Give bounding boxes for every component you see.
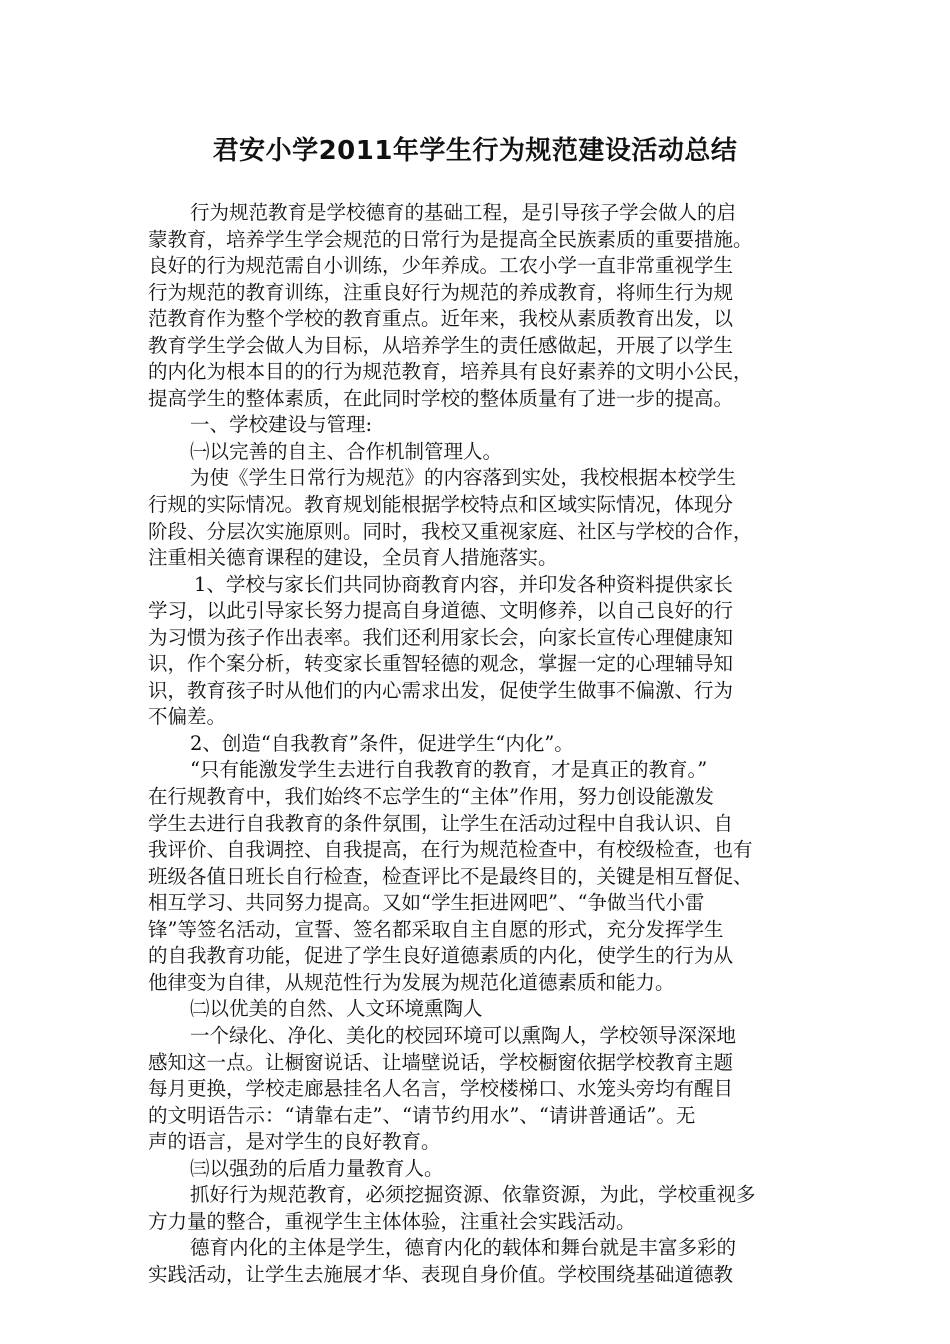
paragraph-line: 方力量的整合，重视学生主体体验，注重社会实践活动。 xyxy=(148,1209,636,1233)
paragraph-line: 蒙教育，培养学生学会规范的日常行为是提高全民族素质的重要措施。 xyxy=(148,227,753,251)
paragraph-line: 锋”等签名活动，宣誓、签名都采取自主自愿的形式，充分发挥学生 xyxy=(148,917,724,941)
paragraph-line: 2、创造“自我教育”条件，促进学生“内化”。 xyxy=(190,731,574,755)
paragraph-line: 一个绿化、净化、美化的校园环境可以熏陶人，学校领导深深地 xyxy=(190,1023,737,1047)
paragraph-line: 的内化为根本目的的行为规范教育，培养具有良好素养的文明小公民， xyxy=(148,360,753,384)
paragraph-line: 他律变为自律，从规范性行为发展为规范化道德素质和能力。 xyxy=(148,970,675,994)
paragraph-line: 德育内化的主体是学生，德育内化的载体和舞台就是丰富多彩的 xyxy=(190,1236,737,1260)
paragraph-line: 班级各值日班长自行检查，检查评比不是最终目的，关键是相互督促、 xyxy=(148,864,753,888)
paragraph-line: 为使《学生日常行为规范》的内容落到实处，我校根据本校学生 xyxy=(190,466,737,490)
paragraph-line: 相互学习、共同努力提高。又如“学生拒进网吧”、“争做当代小雷 xyxy=(148,891,705,915)
paragraph-line: 实践活动，让学生去施展才华、表现自身价值。学校围绕基础道德教 xyxy=(148,1262,734,1286)
subsection-heading: ㈠以完善的自主、合作机制管理人。 xyxy=(190,439,503,463)
quote-line: “只有能激发学生去进行自我教育的教育，才是真正的教育。” xyxy=(190,758,708,782)
paragraph-line: 教育学生学会做人为目标，从培养学生的责任感做起，开展了以学生 xyxy=(148,333,734,357)
paragraph-line: 感知这一点。让橱窗说话、让墙壁说话，学校橱窗依据学校教育主题 xyxy=(148,1050,734,1074)
paragraph-line: 识，作个案分析，转变家长重智轻德的观念，掌握一定的心理辅导知 xyxy=(148,652,734,676)
section-heading: 一、学校建设与管理: xyxy=(190,413,373,437)
subsection-heading: ㈢以强劲的后盾力量教育人。 xyxy=(190,1156,444,1180)
paragraph-line: 在行规教育中，我们始终不忘学生的“主体”作用，努力创设能激发 xyxy=(148,785,714,809)
paragraph-line: 声的语言，是对学生的良好教育。 xyxy=(148,1130,441,1154)
paragraph-line: 抓好行为规范教育，必须挖掘资源、依靠资源，为此，学校重视多 xyxy=(190,1183,756,1207)
paragraph-line: 学生去进行自我教育的条件氛围，让学生在活动过程中自我认识、自 xyxy=(148,811,734,835)
paragraph-line: 每月更换，学校走廊悬挂名人名言，学校楼梯口、水笼头旁均有醒目 xyxy=(148,1077,734,1101)
paragraph-line: 行规的实际情况。教育规划能根据学校特点和区域实际情况，体现分 xyxy=(148,493,734,517)
paragraph-line: 的自我教育功能，促进了学生良好道德素质的内化，使学生的行为从 xyxy=(148,944,734,968)
subsection-heading: ㈡以优美的自然、人文环境熏陶人 xyxy=(190,997,483,1021)
paragraph-line: 不偏差。 xyxy=(148,705,227,729)
paragraph-line: 学习，以此引导家长努力提高自身道德、文明修养，以自己良好的行 xyxy=(148,599,734,623)
paragraph-line: 阶段、分层次实施原则。同时，我校又重视家庭、社区与学校的合作， xyxy=(148,519,753,543)
document-title: 君安小学2011年学生行为规范建设活动总结 xyxy=(212,136,738,166)
paragraph-line: 的文明语告示：“请靠右走”、“请节约用水”、“请讲普通话”。无 xyxy=(148,1103,696,1127)
document-body xyxy=(148,200,808,1288)
paragraph-line: 我评价、自我调控、自我提高，在行为规范检查中，有校级检查，也有 xyxy=(148,838,753,862)
paragraph-line: 为习惯为孩子作出表率。我们还利用家长会，向家长宣传心理健康知 xyxy=(148,625,734,649)
paragraph-line: 范教育作为整个学校的教育重点。近年来，我校从素质教育出发，以 xyxy=(148,307,734,331)
paragraph-line: 1、学校与家长们共同协商教育内容，并印发各种资料提供家长 xyxy=(194,572,733,596)
paragraph-line: 识，教育孩子时从他们的内心需求出发，促使学生做事不偏激、行为 xyxy=(148,678,734,702)
paragraph-line: 提高学生的整体素质，在此同时学校的整体质量有了进一步的提高。 xyxy=(148,386,734,410)
paragraph-line: 良好的行为规范需自小训练，少年养成。工农小学一直非常重视学生 xyxy=(148,254,734,278)
paragraph-line: 注重相关德育课程的建设，全员育人措施落实。 xyxy=(148,546,558,570)
paragraph-line: 行为规范的教育训练，注重良好行为规范的养成教育，将师生行为规 xyxy=(148,280,734,304)
paragraph-line: 行为规范教育是学校德育的基础工程，是引导孩子学会做人的启 xyxy=(190,201,737,224)
